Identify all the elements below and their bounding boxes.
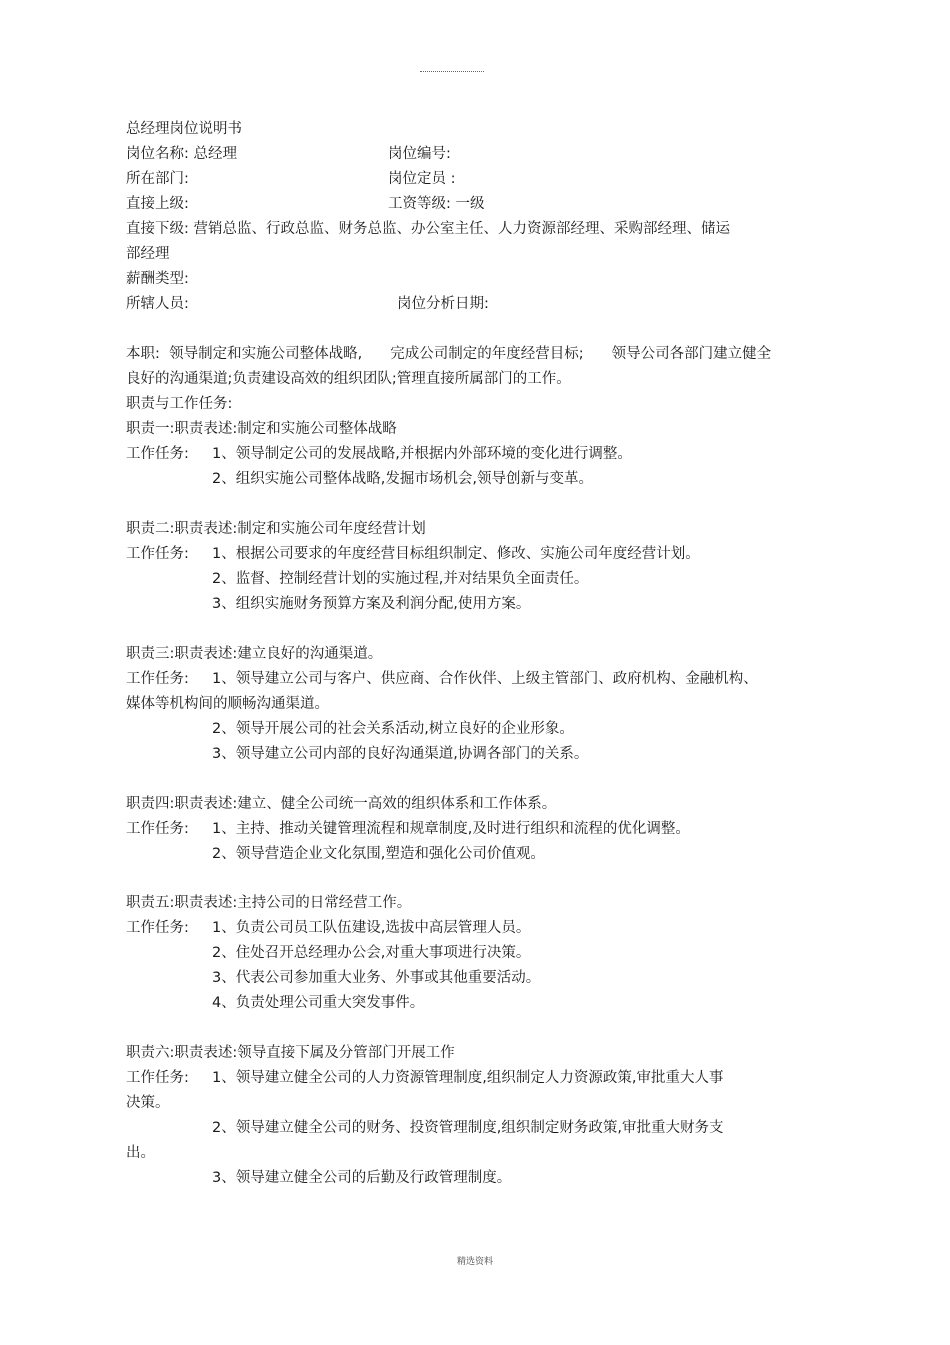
salary-grade-row xyxy=(388,194,485,214)
duty-3-title: 职责三:职责表述:建立良好的沟通渠道。 xyxy=(126,646,383,662)
duty-5-task-3: 3、代表公司参加重大业务、外事或其他重要活动。 xyxy=(212,970,541,986)
duty-4-task-1: 1、主持、推动关键管理流程和规章制度,及时进行组织和流程的优化调整。 xyxy=(212,821,690,837)
department-label: 所在部门: xyxy=(126,171,189,187)
duty-5-title: 职责五:职责表述:主持公司的日常经营工作。 xyxy=(126,895,412,911)
staffing-label: 岗位定员 : xyxy=(388,171,456,187)
duty-summary-line-2: 良好的沟通渠道;负责建设高效的组织团队;管理直接所属部门的工作。 xyxy=(126,371,571,387)
salary-grade-value: 一级 xyxy=(455,196,485,212)
superior-label: 直接上级: xyxy=(126,196,189,212)
position-no-label: 岗位编号: xyxy=(388,146,451,162)
duty-2-task-1: 1、根据公司要求的年度经营目标组织制定、修改、实施公司年度经营计划。 xyxy=(212,546,700,562)
position-name-value: 总经理 xyxy=(193,146,237,162)
responsibilities-heading: 职责与工作任务: xyxy=(126,396,233,412)
duty-3-task-1-continued: 媒体等机构间的顺畅沟通渠道。 xyxy=(126,696,329,712)
duty-5-task-4: 4、负责处理公司重大突发事件。 xyxy=(212,995,425,1011)
duty-1-task-1: 1、领导制定公司的发展战略,并根据内外部环境的变化进行调整。 xyxy=(212,446,632,462)
duty-2-title: 职责二:职责表述:制定和实施公司年度经营计划 xyxy=(126,521,426,537)
header-dotted-rule xyxy=(420,71,484,72)
duty-6-task-2-continued: 出。 xyxy=(126,1145,155,1161)
duty-3-task-label: 工作任务: xyxy=(126,671,189,687)
subordinates-label: 直接下级: xyxy=(126,221,189,237)
duty-6-task-2: 2、领导建立健全公司的财务、投资管理制度,组织制定财务政策,审批重大财务支 xyxy=(212,1120,724,1136)
duty-2-task-2: 2、监督、控制经营计划的实施过程,并对结果负全面责任。 xyxy=(212,571,589,587)
analysis-date-label: 岗位分析日期: xyxy=(397,296,489,312)
managed-staff-label: 所辖人员: xyxy=(126,296,189,312)
subordinates-row xyxy=(126,219,730,239)
duty-summary-label: 本职: xyxy=(126,346,160,362)
duty-5-task-2: 2、住处召开总经理办公会,对重大事项进行决策。 xyxy=(212,945,531,961)
page-footer: 精选资料 xyxy=(456,1257,493,1267)
duty-summary-line-1 xyxy=(126,344,771,364)
subordinates-value: 营销总监、行政总监、财务总监、办公室主任、人力资源部经理、采购部经理、储运 xyxy=(193,221,730,237)
duty-1-title: 职责一:职责表述:制定和实施公司整体战略 xyxy=(126,421,397,437)
duty-4-task-2: 2、领导营造企业文化氛围,塑造和强化公司价值观。 xyxy=(212,846,545,862)
duty-6-task-1: 1、领导建立健全公司的人力资源管理制度,组织制定人力资源政策,审批重大人事 xyxy=(212,1070,724,1086)
duty-5-task-label: 工作任务: xyxy=(126,920,189,936)
duty-1-task-2: 2、组织实施公司整体战略,发掘市场机会,领导创新与变革。 xyxy=(212,471,593,487)
position-name-label: 岗位名称: xyxy=(126,146,189,162)
duty-6-task-3: 3、领导建立健全公司的后勤及行政管理制度。 xyxy=(212,1170,512,1186)
duty-summary-part-1: 领导制定和实施公司整体战略, xyxy=(169,346,363,362)
pay-type-label: 薪酬类型: xyxy=(126,271,189,287)
duty-5-task-1: 1、负责公司员工队伍建设,选拔中高层管理人员。 xyxy=(212,920,531,936)
duty-3-task-2: 2、领导开展公司的社会关系活动,树立良好的企业形象。 xyxy=(212,721,574,737)
duty-2-task-3: 3、组织实施财务预算方案及利润分配,使用方案。 xyxy=(212,596,531,612)
duty-6-task-label: 工作任务: xyxy=(126,1070,189,1086)
duty-4-title: 职责四:职责表述:建立、健全公司统一高效的组织体系和工作体系。 xyxy=(126,796,557,812)
duty-6-title: 职责六:职责表述:领导直接下属及分管部门开展工作 xyxy=(126,1045,455,1061)
position-name-row xyxy=(126,144,237,164)
duty-1-task-label: 工作任务: xyxy=(126,446,189,462)
duty-3-task-1: 1、领导建立公司与客户、供应商、合作伙伴、上级主管部门、政府机构、金融机构、 xyxy=(212,671,758,687)
duty-3-task-3: 3、领导建立公司内部的良好沟通渠道,协调各部门的关系。 xyxy=(212,746,589,762)
subordinates-continued: 部经理 xyxy=(126,246,170,262)
duty-2-task-label: 工作任务: xyxy=(126,546,189,562)
duty-summary-part-3: 领导公司各部门建立健全 xyxy=(611,346,772,362)
duty-summary-part-2: 完成公司制定的年度经营目标; xyxy=(390,346,584,362)
salary-grade-label: 工资等级: xyxy=(388,196,451,212)
duty-6-task-1-continued: 决策。 xyxy=(126,1095,170,1111)
doc-title: 总经理岗位说明书 xyxy=(126,121,242,137)
duty-4-task-label: 工作任务: xyxy=(126,821,189,837)
